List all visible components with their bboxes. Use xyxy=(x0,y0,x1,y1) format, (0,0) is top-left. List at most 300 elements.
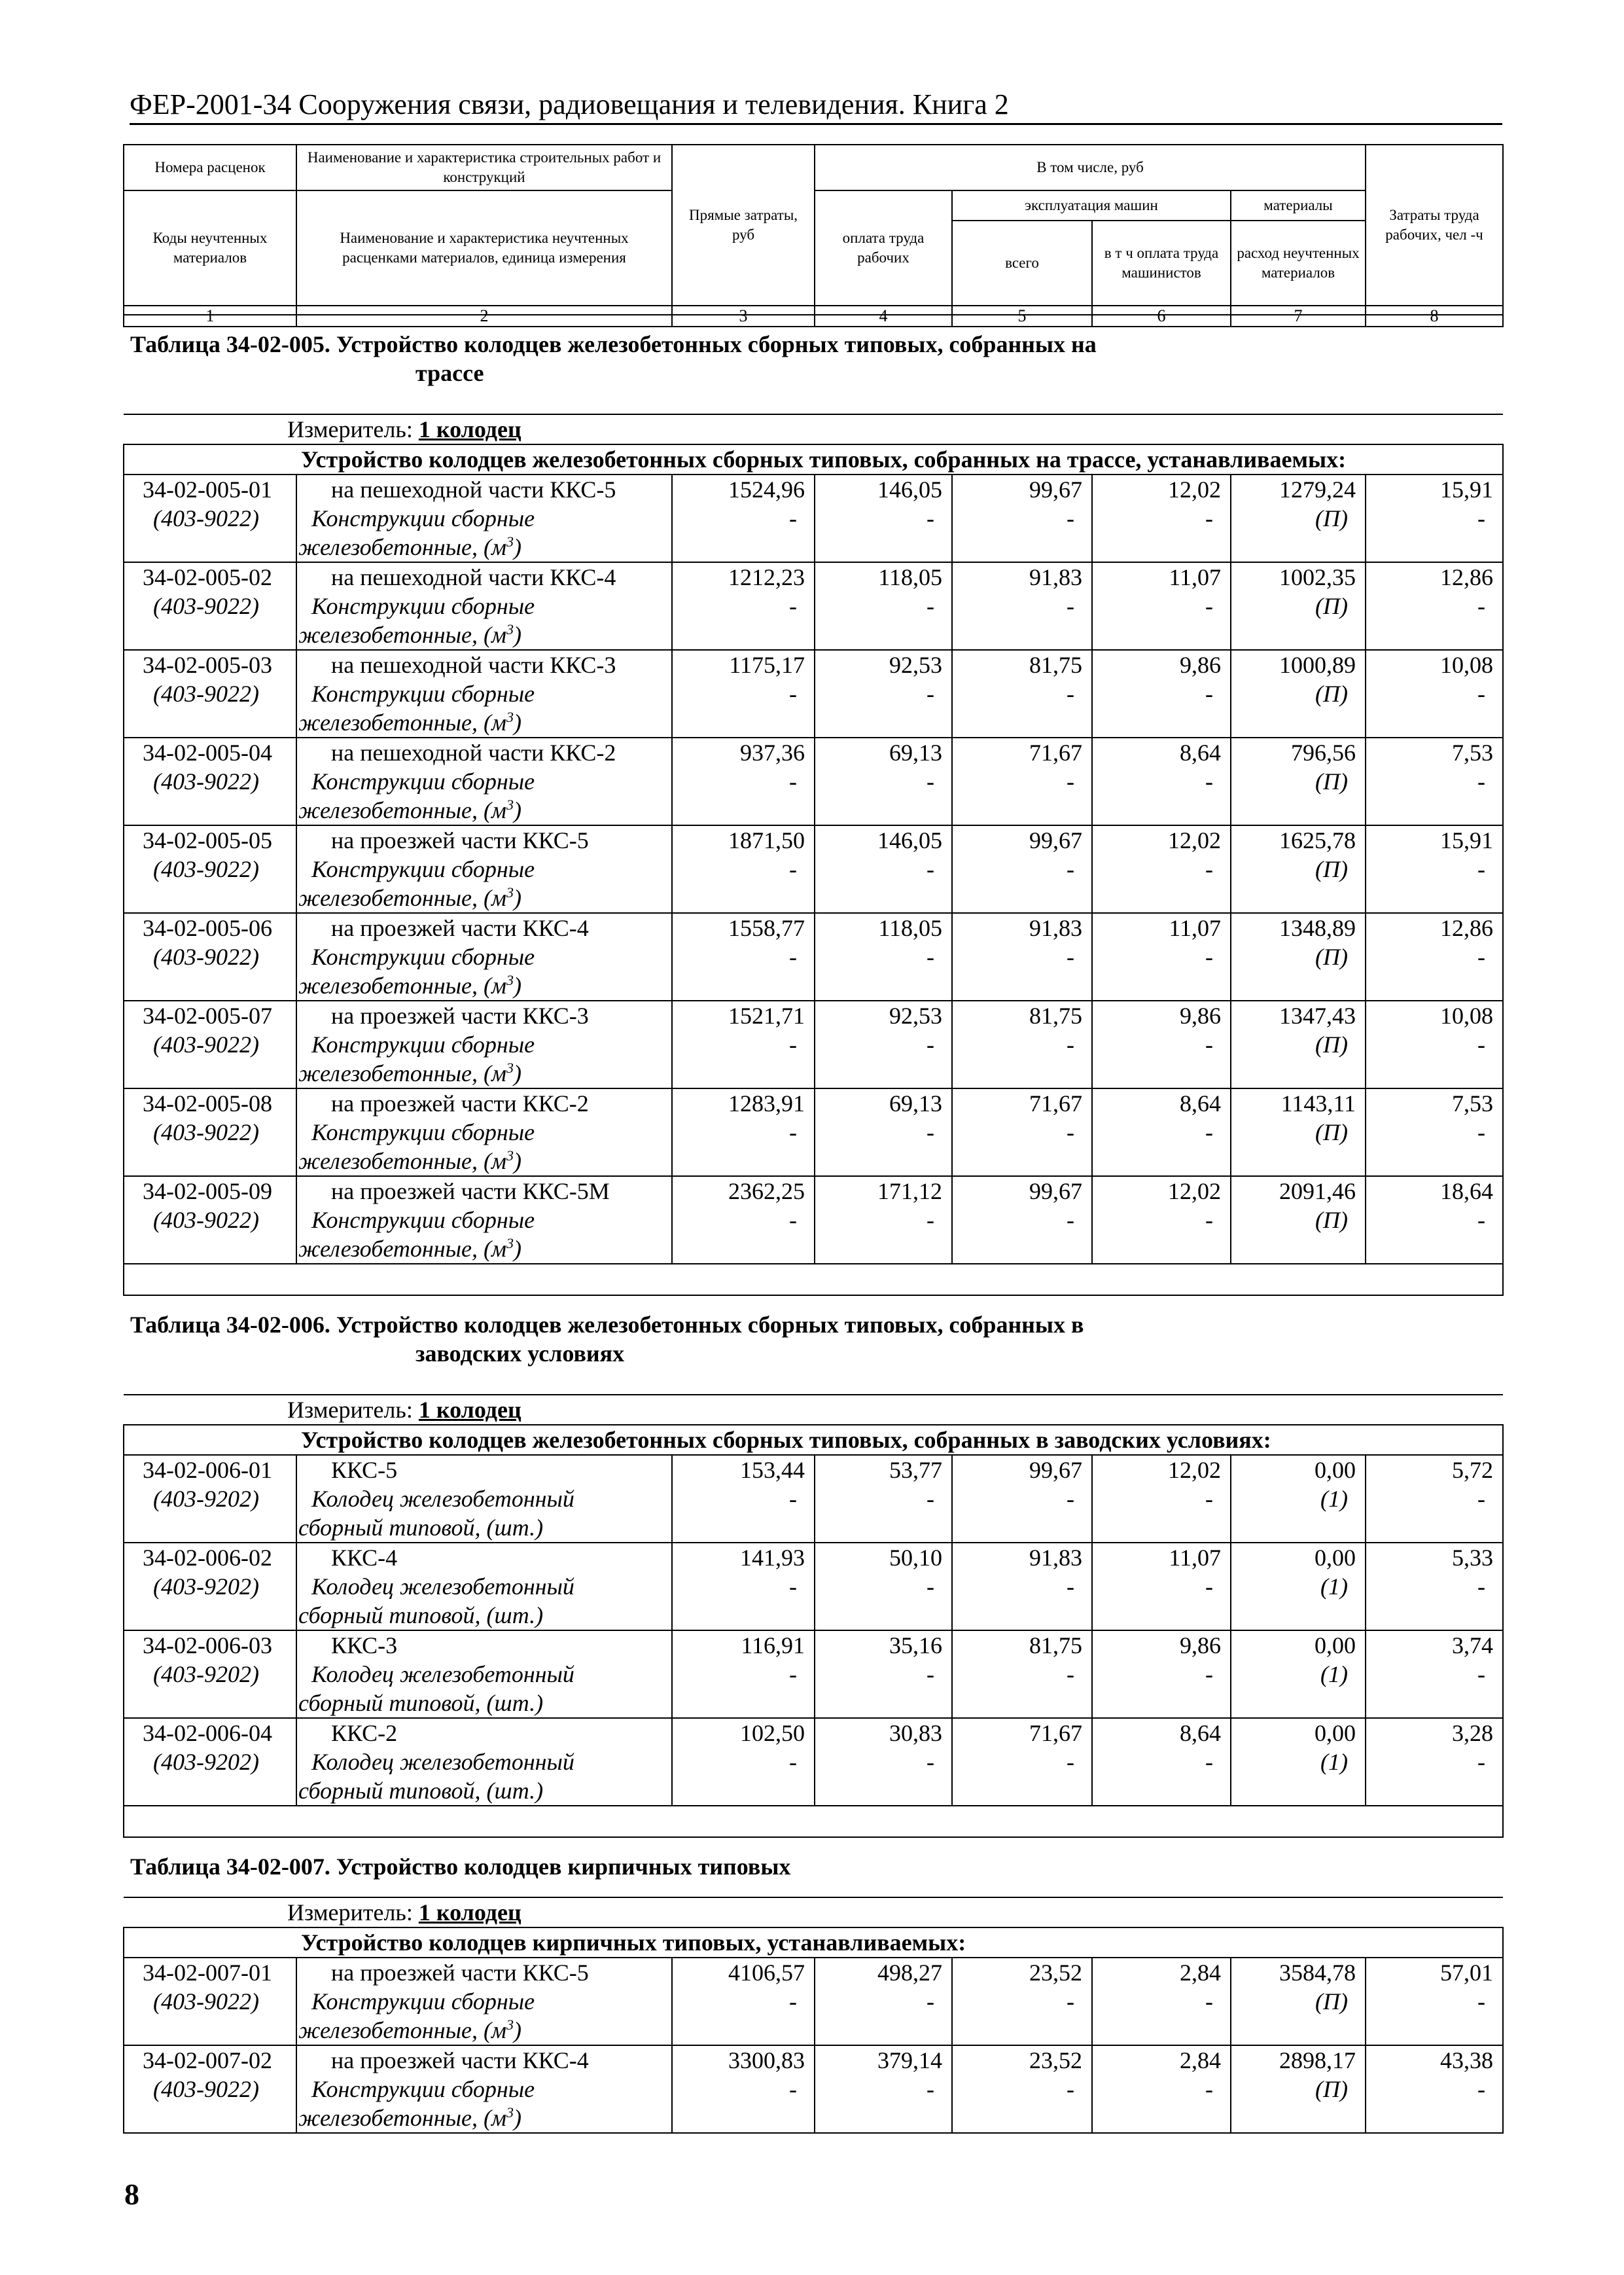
machines-total: 81,75 xyxy=(952,1001,1092,1030)
rate-code: 34-02-007-01 xyxy=(124,1958,296,1987)
col-work-name-header: Наименование и характеристика строительных работ и конструкций xyxy=(296,145,672,190)
labor-hours-dash: - xyxy=(1366,679,1503,708)
labor-pay-dash: - xyxy=(815,504,952,533)
material-name: Конструкции сборные xyxy=(296,855,672,884)
material-use: (П) xyxy=(1231,679,1366,708)
unit-exponent: 3 xyxy=(506,972,514,988)
labor-pay-dash: - xyxy=(815,767,952,796)
machinists-pay: 9,86 xyxy=(1092,650,1231,679)
material-unit-end: ) xyxy=(513,2105,521,2131)
material-unit-text: железобетонные, (м xyxy=(298,622,506,648)
empty-cell xyxy=(1366,1234,1503,1264)
materials-cost: 1279,24 xyxy=(1231,475,1366,504)
empty-cell xyxy=(1092,796,1231,825)
labor-pay: 498,27 xyxy=(815,1958,952,1987)
table-row xyxy=(124,942,1503,971)
col-number: 8 xyxy=(1366,306,1503,327)
labor-pay-dash: - xyxy=(815,942,952,971)
material-name: Колодец железобетонный xyxy=(296,1572,672,1601)
rate-code: 34-02-006-02 xyxy=(124,1543,296,1572)
work-name: на проезжей части ККС-5 xyxy=(296,825,672,855)
direct-costs: 1521,71 xyxy=(672,1001,815,1030)
machines-dash: - xyxy=(952,855,1092,884)
materials-cost: 0,00 xyxy=(1231,1455,1366,1484)
machines-dash: - xyxy=(952,1030,1092,1059)
labor-hours-dash: - xyxy=(1366,942,1503,971)
table-row xyxy=(124,504,1503,533)
empty-cell xyxy=(672,1689,815,1718)
empty-cell xyxy=(1092,1513,1231,1543)
materials-cost: 2898,17 xyxy=(1231,2045,1366,2075)
empty-cell xyxy=(952,1689,1092,1718)
work-name: на пешеходной части ККС-5 xyxy=(296,475,672,504)
machinists-dash: - xyxy=(1092,592,1231,620)
rate-code: 34-02-006-04 xyxy=(124,1718,296,1747)
labor-hours-dash: - xyxy=(1366,1030,1503,1059)
work-name: на пешеходной части ККС-4 xyxy=(296,562,672,592)
col-number: 5 xyxy=(952,306,1092,327)
empty-cell xyxy=(672,533,815,562)
machines-total: 99,67 xyxy=(952,1176,1092,1206)
unit-exponent: 3 xyxy=(506,1235,514,1251)
unit-label: Измеритель: xyxy=(287,1899,413,1926)
material-code: (403-9022) xyxy=(124,1206,296,1234)
empty-cell xyxy=(952,884,1092,913)
labor-pay: 146,05 xyxy=(815,475,952,504)
machinists-dash: - xyxy=(1092,1987,1231,2016)
machinists-pay: 11,07 xyxy=(1092,562,1231,592)
table-title-cont: трассе xyxy=(415,360,484,386)
labor-hours: 18,64 xyxy=(1366,1176,1503,1206)
direct-costs: 102,50 xyxy=(672,1718,815,1747)
material-name: Колодец железобетонный xyxy=(296,1660,672,1689)
material-unit xyxy=(296,1234,672,1264)
unit-label: Измеритель: xyxy=(287,1397,413,1423)
material-unit-text: железобетонные, (м xyxy=(298,709,506,736)
empty-cell xyxy=(672,1234,815,1264)
materials-cost: 0,00 xyxy=(1231,1718,1366,1747)
machinists-dash: - xyxy=(1092,1572,1231,1601)
table-title-text: Таблица 34-02-006. Устройство колодцев железобетонных сборных типовых, собранных в xyxy=(130,1312,1084,1338)
material-unit xyxy=(296,533,672,562)
rate-code: 34-02-005-08 xyxy=(124,1088,296,1118)
empty-cell xyxy=(1231,1776,1366,1806)
material-unit xyxy=(296,708,672,738)
empty-cell xyxy=(672,1147,815,1176)
empty-cell xyxy=(952,533,1092,562)
machines-dash: - xyxy=(952,1206,1092,1234)
table-title xyxy=(124,315,1503,414)
col-machinists-pay-header: в т ч оплата труда машинистов xyxy=(1092,221,1231,306)
labor-pay: 118,05 xyxy=(815,562,952,592)
empty-cell xyxy=(124,1601,296,1630)
material-unit-text: сборный типовой, (шт.) xyxy=(298,1690,544,1716)
empty-cell xyxy=(672,1513,815,1543)
machinists-pay: 12,02 xyxy=(1092,475,1231,504)
empty-cell xyxy=(1366,1059,1503,1088)
empty-cell xyxy=(952,796,1092,825)
table-row xyxy=(124,1718,1503,1747)
empty-cell xyxy=(1231,1059,1366,1088)
table-row xyxy=(124,1059,1503,1088)
rate-code: 34-02-007-02 xyxy=(124,2045,296,2075)
col-materials-header: материалы xyxy=(1231,190,1366,221)
rate-code: 34-02-005-06 xyxy=(124,913,296,942)
materials-cost: 1000,89 xyxy=(1231,650,1366,679)
empty-cell xyxy=(1366,533,1503,562)
col-labor-pay-header: оплата труда рабочих xyxy=(815,190,952,306)
material-unit-end: ) xyxy=(513,1060,521,1086)
machines-total: 81,75 xyxy=(952,1630,1092,1660)
material-name: Колодец железобетонный xyxy=(296,1484,672,1513)
empty-cell xyxy=(1231,971,1366,1001)
labor-hours: 15,91 xyxy=(1366,475,1503,504)
direct-costs: 116,91 xyxy=(672,1630,815,1660)
machines-total: 71,67 xyxy=(952,738,1092,767)
machinists-pay: 12,02 xyxy=(1092,1455,1231,1484)
table-row xyxy=(124,2075,1503,2104)
material-use: (П) xyxy=(1231,942,1366,971)
machines-dash: - xyxy=(952,1118,1092,1147)
material-unit-text: железобетонные, (м xyxy=(298,797,506,823)
material-code: (403-9022) xyxy=(124,1118,296,1147)
material-use: (П) xyxy=(1231,1987,1366,2016)
empty-cell xyxy=(1366,1776,1503,1806)
table-row xyxy=(124,1660,1503,1689)
materials-cost: 1348,89 xyxy=(1231,913,1366,942)
direct-costs-dash: - xyxy=(672,679,815,708)
materials-cost: 2091,46 xyxy=(1231,1176,1366,1206)
table-row xyxy=(124,1206,1503,1234)
table-row xyxy=(124,1001,1503,1030)
material-code: (403-9022) xyxy=(124,2075,296,2104)
labor-pay: 146,05 xyxy=(815,825,952,855)
material-unit-end: ) xyxy=(513,973,521,999)
table-unit xyxy=(124,414,1503,444)
empty-cell xyxy=(952,1059,1092,1088)
col-in-total-header: В том числе, руб xyxy=(815,145,1366,190)
table-title xyxy=(124,1837,1503,1897)
labor-pay-dash: - xyxy=(815,2075,952,2104)
rate-code: 34-02-005-09 xyxy=(124,1176,296,1206)
direct-costs-dash: - xyxy=(672,592,815,620)
empty-cell xyxy=(952,708,1092,738)
empty-cell xyxy=(1366,796,1503,825)
empty-cell xyxy=(124,971,296,1001)
material-name: Конструкции сборные xyxy=(296,1987,672,2016)
table-row xyxy=(124,1601,1503,1630)
direct-costs-dash: - xyxy=(672,1030,815,1059)
material-unit-end: ) xyxy=(513,1148,521,1174)
machines-total: 71,67 xyxy=(952,1718,1092,1747)
empty-cell xyxy=(124,1776,296,1806)
col-labor-cost-header: Затраты труда рабочих, чел -ч xyxy=(1366,145,1503,306)
labor-hours: 5,72 xyxy=(1366,1455,1503,1484)
labor-hours: 12,86 xyxy=(1366,913,1503,942)
empty-cell xyxy=(124,796,296,825)
material-unit-text: сборный типовой, (шт.) xyxy=(298,1778,544,1804)
table-row xyxy=(124,796,1503,825)
machines-dash: - xyxy=(952,2075,1092,2104)
empty-cell xyxy=(672,1059,815,1088)
empty-cell xyxy=(815,620,952,650)
machines-total: 81,75 xyxy=(952,650,1092,679)
col-number: 7 xyxy=(1231,306,1366,327)
empty-cell xyxy=(1092,1147,1231,1176)
empty-cell xyxy=(815,1234,952,1264)
material-unit-text: железобетонные, (м xyxy=(298,2105,506,2131)
col-material-codes-header: Коды неучтенных материалов xyxy=(124,190,296,306)
machines-dash: - xyxy=(952,504,1092,533)
empty-cell xyxy=(1092,971,1231,1001)
direct-costs: 937,36 xyxy=(672,738,815,767)
materials-cost: 1002,35 xyxy=(1231,562,1366,592)
labor-hours-dash: - xyxy=(1366,592,1503,620)
empty-cell xyxy=(952,620,1092,650)
material-code: (403-9202) xyxy=(124,1660,296,1689)
material-name: Конструкции сборные xyxy=(296,592,672,620)
material-unit-text: железобетонные, (м xyxy=(298,1060,506,1086)
empty-cell xyxy=(952,1601,1092,1630)
machinists-pay: 11,07 xyxy=(1092,913,1231,942)
material-code: (403-9022) xyxy=(124,855,296,884)
labor-pay-dash: - xyxy=(815,679,952,708)
empty-cell xyxy=(124,533,296,562)
unit-value: 1 колодец xyxy=(418,1899,521,1926)
material-unit-end: ) xyxy=(513,709,521,736)
table-row xyxy=(124,1543,1503,1572)
table-row xyxy=(124,708,1503,738)
machinists-pay: 8,64 xyxy=(1092,1718,1231,1747)
empty-cell xyxy=(672,620,815,650)
machinists-pay: 2,84 xyxy=(1092,2045,1231,2075)
table-gap xyxy=(124,1264,1503,1295)
table-row xyxy=(124,1987,1503,2016)
col-number: 6 xyxy=(1092,306,1231,327)
direct-costs-dash: - xyxy=(672,1484,815,1513)
material-unit-text: железобетонные, (м xyxy=(298,973,506,999)
machines-total: 23,52 xyxy=(952,2045,1092,2075)
empty-cell xyxy=(1231,708,1366,738)
table-row xyxy=(124,1030,1503,1059)
direct-costs-dash: - xyxy=(672,1987,815,2016)
empty-cell xyxy=(1092,1601,1231,1630)
empty-cell xyxy=(672,1776,815,1806)
empty-cell xyxy=(1231,796,1366,825)
material-unit xyxy=(296,1776,672,1806)
table-row xyxy=(124,2016,1503,2045)
rate-code: 34-02-005-07 xyxy=(124,1001,296,1030)
material-unit xyxy=(296,884,672,913)
rate-code: 34-02-005-05 xyxy=(124,825,296,855)
machines-dash: - xyxy=(952,1987,1092,2016)
table-row xyxy=(124,1630,1503,1660)
material-code: (403-9202) xyxy=(124,1747,296,1776)
table-row xyxy=(124,2104,1503,2133)
rate-code: 34-02-005-03 xyxy=(124,650,296,679)
empty-cell xyxy=(672,796,815,825)
empty-cell xyxy=(815,1059,952,1088)
direct-costs-dash: - xyxy=(672,1118,815,1147)
direct-costs: 1871,50 xyxy=(672,825,815,855)
machines-total: 99,67 xyxy=(952,825,1092,855)
machinists-pay: 12,02 xyxy=(1092,1176,1231,1206)
empty-cell xyxy=(952,1147,1092,1176)
direct-costs-dash: - xyxy=(672,942,815,971)
machines-dash: - xyxy=(952,1572,1092,1601)
empty-cell xyxy=(1092,1234,1231,1264)
empty-cell xyxy=(815,1689,952,1718)
labor-hours-dash: - xyxy=(1366,1118,1503,1147)
material-use: (П) xyxy=(1231,504,1366,533)
column-header-table xyxy=(123,144,1504,327)
machines-total: 91,83 xyxy=(952,913,1092,942)
table-row xyxy=(124,620,1503,650)
materials-cost: 0,00 xyxy=(1231,1543,1366,1572)
materials-cost: 3584,78 xyxy=(1231,1958,1366,1987)
col-machines-header: эксплуатация машин xyxy=(952,190,1231,221)
work-name: ККС-3 xyxy=(296,1630,672,1660)
machinists-dash: - xyxy=(1092,1206,1231,1234)
empty-cell xyxy=(672,971,815,1001)
material-name: Конструкции сборные xyxy=(296,1206,672,1234)
material-code: (403-9202) xyxy=(124,1484,296,1513)
empty-cell xyxy=(124,2104,296,2133)
material-unit-text: сборный типовой, (шт.) xyxy=(298,1514,544,1541)
direct-costs: 1175,17 xyxy=(672,650,815,679)
empty-cell xyxy=(1231,1689,1366,1718)
labor-pay: 53,77 xyxy=(815,1455,952,1484)
machines-dash: - xyxy=(952,1747,1092,1776)
labor-pay: 35,16 xyxy=(815,1630,952,1660)
machines-total: 91,83 xyxy=(952,562,1092,592)
section-heading: Устройство колодцев железобетонных сборных типовых, собранных на трассе, устанавливаемых: xyxy=(124,444,1503,475)
machinists-dash: - xyxy=(1092,679,1231,708)
empty-cell xyxy=(124,1059,296,1088)
machines-total: 91,83 xyxy=(952,1543,1092,1572)
empty-cell xyxy=(1092,1059,1231,1088)
empty-cell xyxy=(124,2016,296,2045)
empty-cell xyxy=(1092,533,1231,562)
material-use: (П) xyxy=(1231,767,1366,796)
direct-costs-dash: - xyxy=(672,855,815,884)
table-row xyxy=(124,650,1503,679)
col-material-name-header: Наименование и характеристика неучтенных расценками материалов, единица измерения xyxy=(296,190,672,306)
table-row xyxy=(124,1958,1503,1987)
labor-pay-dash: - xyxy=(815,1747,952,1776)
empty-cell xyxy=(1092,708,1231,738)
section-heading: Устройство колодцев кирпичных типовых, устанавливаемых: xyxy=(124,1927,1503,1958)
material-use: (1) xyxy=(1231,1572,1366,1601)
empty-cell xyxy=(952,971,1092,1001)
direct-costs: 1524,96 xyxy=(672,475,815,504)
empty-cell xyxy=(815,796,952,825)
machinists-dash: - xyxy=(1092,855,1231,884)
unit-exponent: 3 xyxy=(506,621,514,637)
table-row xyxy=(124,1176,1503,1206)
labor-hours-dash: - xyxy=(1366,1747,1503,1776)
material-use: (П) xyxy=(1231,1206,1366,1234)
empty-cell xyxy=(672,708,815,738)
empty-cell xyxy=(672,884,815,913)
material-use: (П) xyxy=(1231,2075,1366,2104)
rate-code: 34-02-005-01 xyxy=(124,475,296,504)
material-unit xyxy=(296,620,672,650)
empty-cell xyxy=(1092,2104,1231,2133)
rate-code: 34-02-006-03 xyxy=(124,1630,296,1660)
empty-cell xyxy=(124,1234,296,1264)
material-unit xyxy=(296,796,672,825)
machines-total: 71,67 xyxy=(952,1088,1092,1118)
labor-hours: 43,38 xyxy=(1366,2045,1503,2075)
labor-hours-dash: - xyxy=(1366,855,1503,884)
work-name: на пешеходной части ККС-2 xyxy=(296,738,672,767)
table-row xyxy=(124,562,1503,592)
labor-hours: 12,86 xyxy=(1366,562,1503,592)
direct-costs-dash: - xyxy=(672,1660,815,1689)
material-unit-text: железобетонные, (м xyxy=(298,1148,506,1174)
empty-cell xyxy=(1231,1601,1366,1630)
labor-pay-dash: - xyxy=(815,1206,952,1234)
machinists-dash: - xyxy=(1092,1030,1231,1059)
materials-cost: 1143,11 xyxy=(1231,1088,1366,1118)
labor-hours: 3,74 xyxy=(1366,1630,1503,1660)
machinists-pay: 2,84 xyxy=(1092,1958,1231,1987)
empty-cell xyxy=(672,2016,815,2045)
empty-cell xyxy=(124,1147,296,1176)
machines-total: 99,67 xyxy=(952,1455,1092,1484)
empty-cell xyxy=(1366,708,1503,738)
empty-cell xyxy=(1366,2016,1503,2045)
material-name: Конструкции сборные xyxy=(296,1118,672,1147)
machinists-pay: 9,86 xyxy=(1092,1630,1231,1660)
empty-cell xyxy=(1231,2016,1366,2045)
labor-hours-dash: - xyxy=(1366,1660,1503,1689)
col-machines-total-header: всего xyxy=(952,221,1092,306)
labor-pay: 92,53 xyxy=(815,650,952,679)
labor-hours: 7,53 xyxy=(1366,738,1503,767)
empty-cell xyxy=(815,2104,952,2133)
material-unit-text: железобетонные, (м xyxy=(298,534,506,560)
labor-pay-dash: - xyxy=(815,855,952,884)
labor-hours: 15,91 xyxy=(1366,825,1503,855)
labor-pay: 69,13 xyxy=(815,1088,952,1118)
empty-cell xyxy=(1366,1601,1503,1630)
work-name: на проезжей части ККС-4 xyxy=(296,913,672,942)
col-number: 1 xyxy=(124,306,296,327)
table-row xyxy=(124,1455,1503,1484)
material-name: Конструкции сборные xyxy=(296,2075,672,2104)
section-heading: Устройство колодцев железобетонных сборных типовых, собранных в заводских условиях: xyxy=(124,1425,1503,1455)
machines-total: 23,52 xyxy=(952,1958,1092,1987)
work-name: на проезжей части ККС-3 xyxy=(296,1001,672,1030)
labor-pay: 50,10 xyxy=(815,1543,952,1572)
empty-cell xyxy=(124,1513,296,1543)
labor-pay: 69,13 xyxy=(815,738,952,767)
labor-pay: 92,53 xyxy=(815,1001,952,1030)
unit-exponent: 3 xyxy=(506,1147,514,1164)
unit-exponent: 3 xyxy=(506,2104,514,2121)
table-row xyxy=(124,913,1503,942)
table-row xyxy=(124,1513,1503,1543)
labor-pay: 30,83 xyxy=(815,1718,952,1747)
rate-code: 34-02-006-01 xyxy=(124,1455,296,1484)
empty-cell xyxy=(815,1776,952,1806)
empty-cell xyxy=(815,884,952,913)
labor-hours: 10,08 xyxy=(1366,650,1503,679)
material-unit xyxy=(296,2016,672,2045)
table-title-cont: заводских условиях xyxy=(415,1340,625,1367)
